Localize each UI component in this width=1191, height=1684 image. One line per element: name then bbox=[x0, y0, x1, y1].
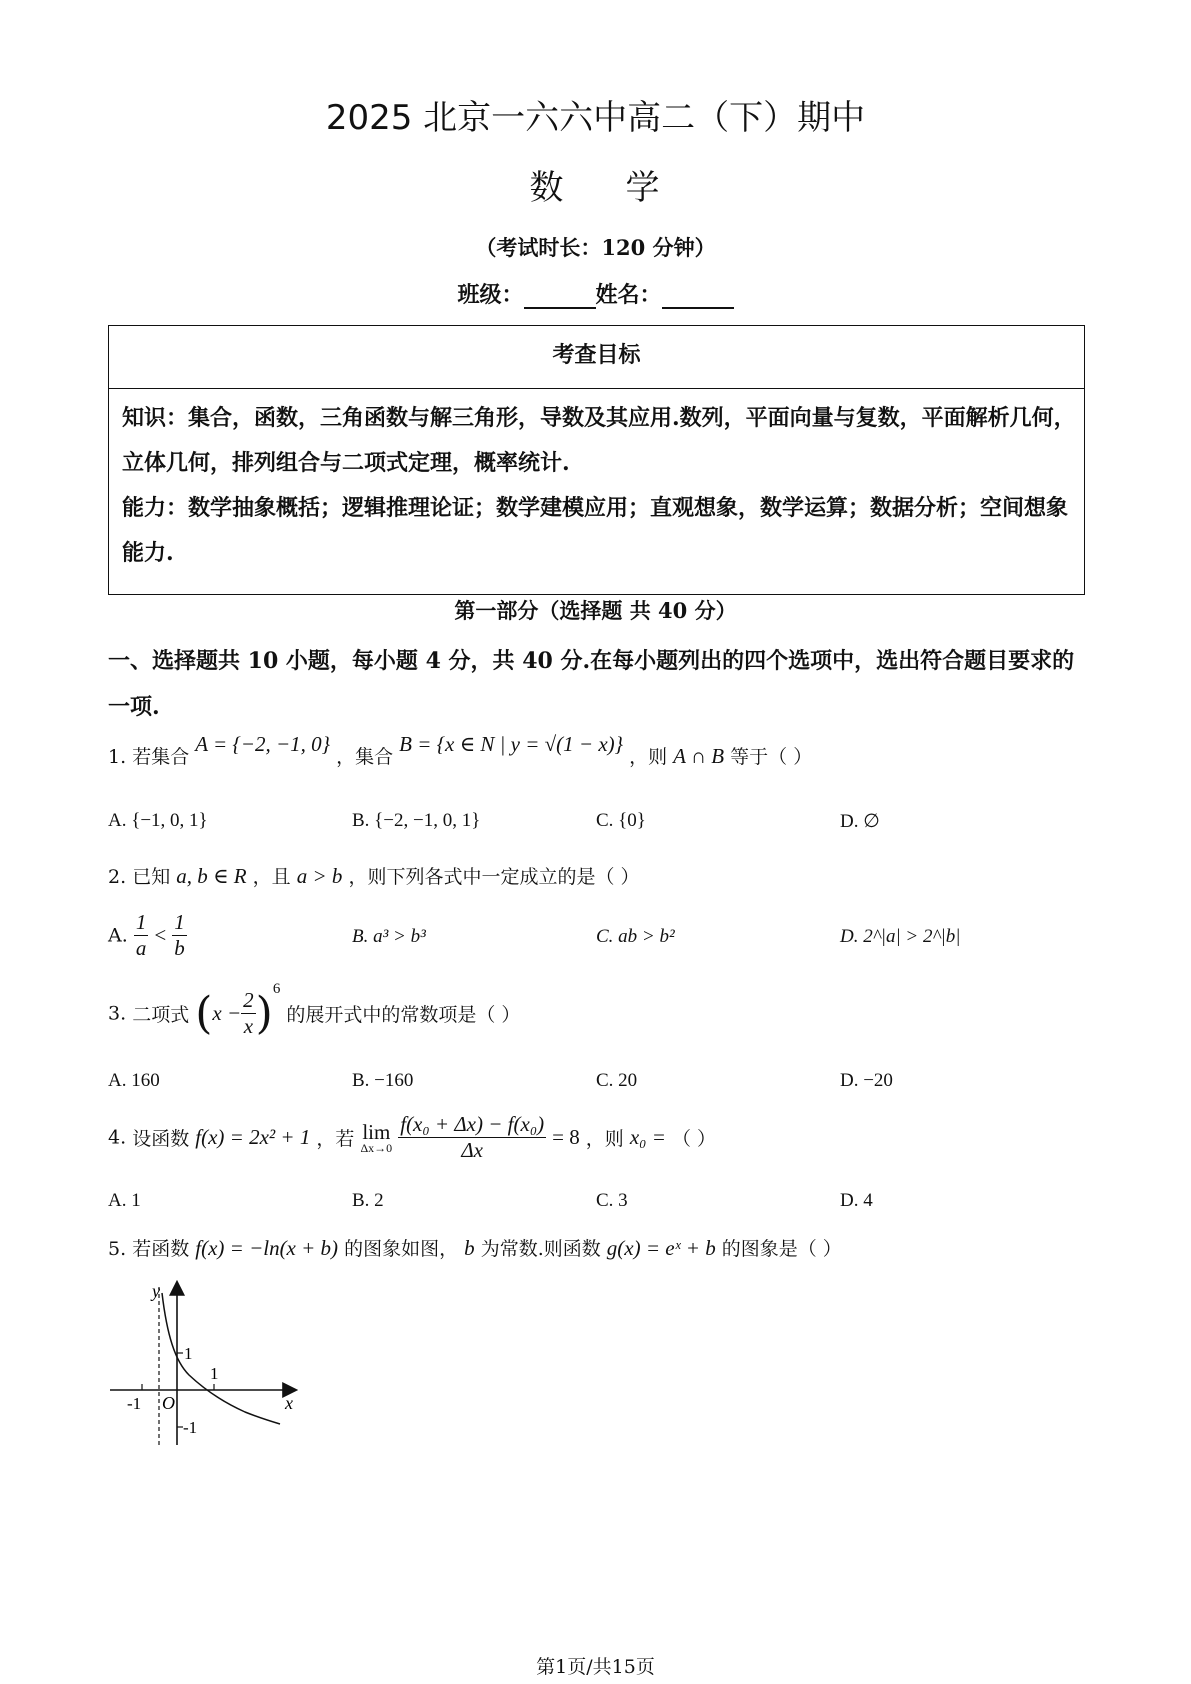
q1-set-a: A = {−2, −1, 0} bbox=[195, 732, 331, 756]
q3-frac-den: x bbox=[243, 1014, 254, 1038]
q4-stem-c: ，则 bbox=[585, 1128, 624, 1150]
q4-stem-a: 设函数 bbox=[132, 1128, 190, 1150]
q2-cond-2: a > b bbox=[296, 864, 343, 888]
q2-frac2-den: b bbox=[174, 936, 185, 960]
q4-option-d: D. 4 bbox=[840, 1190, 873, 1211]
q1-option-c: C. {0} bbox=[596, 810, 646, 831]
q5-b-var: b bbox=[464, 1236, 475, 1260]
q4-lim-sub: Δx→0 bbox=[360, 1140, 393, 1155]
q5-label-x1: 1 bbox=[210, 1364, 219, 1383]
class-blank bbox=[524, 287, 596, 309]
q5-stem-a: 若函数 bbox=[132, 1238, 190, 1260]
q3-frac bbox=[241, 988, 256, 1039]
page-footer: 第1页/共15页 bbox=[536, 1656, 655, 1678]
q2-frac2-num: 1 bbox=[174, 910, 185, 934]
q1-stem-b: ，集合 bbox=[336, 746, 394, 768]
q5-label-xneg1: -1 bbox=[127, 1394, 142, 1413]
subject-char-2: 学 bbox=[625, 168, 662, 208]
q5-graph bbox=[105, 1275, 305, 1450]
objectives-box bbox=[108, 325, 1085, 595]
q3-option-c: C. 20 bbox=[596, 1070, 638, 1091]
q2-option-a-frac1 bbox=[134, 910, 149, 961]
class-label: 班级： bbox=[457, 282, 524, 308]
q3-frac-num: 2 bbox=[243, 988, 254, 1012]
question-3 bbox=[108, 981, 521, 1039]
q4-number: 4. bbox=[108, 1126, 127, 1149]
q4-frac-den: Δx bbox=[461, 1138, 483, 1162]
q3-paren-left: ( bbox=[195, 988, 213, 1039]
q1-option-a: A. {−1, 0, 1} bbox=[108, 810, 208, 831]
q2-frac1-num: 1 bbox=[135, 910, 147, 934]
q2-stem-c: ，则下列各式中一定成立的是（ ） bbox=[348, 866, 640, 888]
q5-label-y1: 1 bbox=[184, 1344, 193, 1363]
q4-func: f(x) = 2x² + 1 bbox=[195, 1125, 311, 1149]
q1-option-b: B. {−2, −1, 0, 1} bbox=[352, 810, 481, 831]
q1-stem-a: 若集合 bbox=[132, 746, 190, 768]
q1-stem-c: ，则 bbox=[629, 746, 668, 768]
q2-cond-1: a, b ∈ R bbox=[176, 864, 247, 888]
q4-target: x₀ = bbox=[629, 1125, 666, 1149]
q5-func: f(x) = −ln(x + b) bbox=[195, 1236, 339, 1260]
objectives-heading: 考查目标 bbox=[109, 326, 1084, 389]
subject-title bbox=[0, 160, 1191, 209]
q2-option-a bbox=[108, 910, 187, 961]
q3-option-a: A. 160 bbox=[108, 1070, 160, 1091]
q4-frac bbox=[398, 1112, 546, 1163]
q4-option-b: B. 2 bbox=[352, 1190, 384, 1211]
section-instructions: 一、选择题共 10 小题，每小题 4 分，共 40 分.在每小题列出的四个选项中，选出符合题目要求的一项. bbox=[108, 648, 1075, 720]
q5-number: 5. bbox=[108, 1238, 127, 1260]
q4-lim: lim bbox=[362, 1119, 391, 1144]
exam-title: 2025 北京一六六中高二（下）期中 bbox=[325, 98, 866, 138]
q2-option-b: B. a³ > b³ bbox=[352, 926, 426, 947]
q5-label-y: y bbox=[152, 1281, 160, 1301]
name-label: 姓名： bbox=[595, 282, 662, 308]
q2-option-a-frac2 bbox=[172, 910, 187, 961]
q3-stem-b: 的展开式中的常数项是（ ） bbox=[286, 1004, 521, 1026]
objectives-ability: 能力：数学抽象概括；逻辑推理论证；数学建模应用；直观想象，数学运算；数据分析；空间想象能力. bbox=[122, 495, 1069, 566]
q2-option-d: D. 2^|a| > 2^|b| bbox=[840, 926, 961, 947]
q2-stem-a: 已知 bbox=[132, 866, 171, 888]
q5-label-yneg1: -1 bbox=[183, 1418, 198, 1437]
q4-stem-b: ，若 bbox=[316, 1128, 355, 1150]
objectives-knowledge: 知识：集合，函数，三角函数与解三角形，导数及其应用.数列，平面向量与复数，平面解析几何，立体几何，排列组合与二项式定理，概率统计. bbox=[122, 405, 1076, 476]
q1-set-b: B = {x ∈ N | y = √(1 − x)} bbox=[399, 732, 624, 756]
q2-option-a-label: A. bbox=[108, 924, 128, 947]
q2-number: 2. bbox=[108, 866, 127, 888]
exam-duration: （考试时长：120 分钟） bbox=[475, 235, 716, 260]
q5-stem-c: 为常数.则函数 bbox=[480, 1238, 601, 1260]
q1-option-d: D. ∅ bbox=[840, 811, 880, 832]
q1-expr: A ∩ B bbox=[673, 744, 725, 768]
question-1 bbox=[108, 732, 813, 769]
part-one-heading: 第一部分（选择题 共 40 分） bbox=[454, 598, 737, 623]
q3-paren-right: ) bbox=[255, 988, 273, 1039]
q2-option-a-op: < bbox=[154, 923, 167, 947]
question-5 bbox=[108, 1234, 842, 1261]
q3-option-b: B. −160 bbox=[352, 1070, 414, 1091]
q5-curve bbox=[162, 1293, 280, 1424]
q5-label-origin: O bbox=[162, 1393, 175, 1413]
q2-frac1-den: a bbox=[135, 936, 147, 960]
subject-char-1: 数 bbox=[529, 168, 566, 208]
q4-frac-num: f(x₀ + Δx) − f(x₀) bbox=[400, 1112, 545, 1136]
q2-option-c: C. ab > b² bbox=[596, 926, 675, 947]
q3-number: 3. bbox=[108, 1002, 127, 1025]
name-blank bbox=[662, 287, 734, 309]
q4-option-c: C. 3 bbox=[596, 1190, 628, 1211]
q1-stem-d: 等于（ ） bbox=[730, 746, 813, 768]
q5-stem-d: 的图象是（ ） bbox=[721, 1238, 842, 1260]
q3-expr-x: x − bbox=[212, 1001, 242, 1025]
objectives-body bbox=[122, 396, 1077, 576]
q5-label-x: x bbox=[285, 1393, 293, 1413]
class-name-line bbox=[0, 278, 1191, 309]
q3-option-d: D. −20 bbox=[840, 1070, 893, 1091]
q3-stem-a: 二项式 bbox=[132, 1004, 190, 1026]
q4-eq: = 8 bbox=[552, 1125, 580, 1149]
question-4 bbox=[108, 1112, 716, 1163]
q4-stem-d: （ ） bbox=[671, 1128, 716, 1150]
q1-number: 1. bbox=[108, 746, 127, 768]
q3-power: 6 bbox=[272, 981, 281, 998]
q5-func2: g(x) = eˣ + b bbox=[606, 1236, 716, 1260]
question-2 bbox=[108, 862, 640, 889]
q4-limit bbox=[360, 1119, 393, 1155]
q5-stem-b: 的图象如图， bbox=[344, 1238, 459, 1260]
q4-option-a: A. 1 bbox=[108, 1190, 141, 1211]
q2-stem-b: ，且 bbox=[252, 866, 291, 888]
